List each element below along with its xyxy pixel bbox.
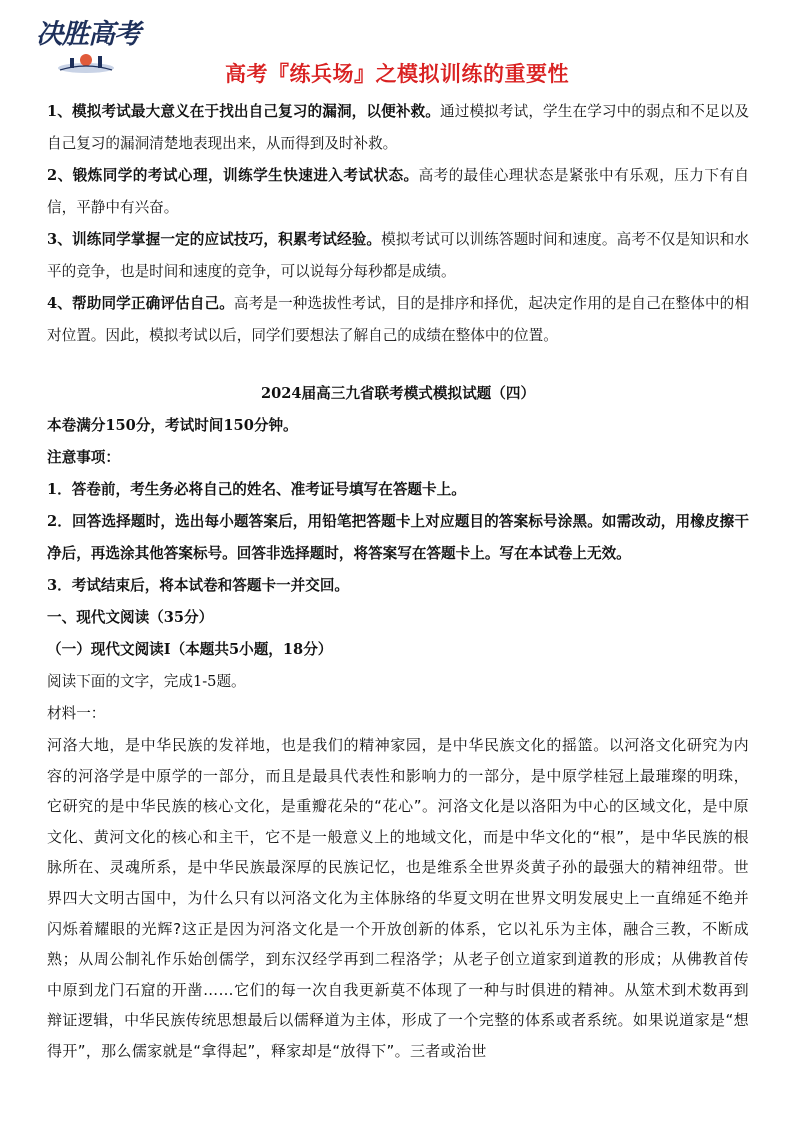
point-4-text: 高考是一种选拔性考试，目的是排序和择优，起决定作用的是自己在整体中的相对位置。因此，模拟考试以后，同学们要想法了解自己的成绩在整体中的位置。 [47, 295, 749, 344]
point-2-text: 高考的最佳心理状态是紧张中有乐观，压力下有自信，平静中有兴奋。 [47, 167, 749, 216]
section-heading: 一、现代文阅读（35分） [47, 609, 214, 626]
reading-instruction: 阅读下面的文字，完成1-5题。 [47, 673, 246, 690]
banner-title: 高考『练兵场』之模拟训练的重要性 [225, 62, 569, 86]
notice-1: 1．答卷前，考生务必将自己的姓名、准考证号填写在答题卡上。 [47, 481, 466, 498]
point-3 [47, 224, 749, 288]
point-1 [47, 96, 749, 160]
point-4-bold: 4、帮助同学正确评估自己。 [47, 295, 234, 312]
point-2-bold: 2、锻炼同学的考试心理，训练学生快速进入考试状态。 [47, 167, 419, 184]
notice-heading: 注意事项： [47, 449, 120, 466]
notice-2: 2．回答选择题时，选出每小题答案后，用铅笔把答题卡上对应题目的答案标号涂黑。如需改动，用橡皮擦干净后，再选涂其他答案标号。回答非选择题时，将答案写在答题卡上。写在本试卷上无效。 [47, 513, 749, 562]
point-1-text: 通过模拟考试，学生在学习中的弱点和不足以及自己复习的漏洞清楚地表现出来，从而得到及时补救。 [47, 103, 749, 152]
exam-title: 2024届高三九省联考模式模拟试题（四） [260, 385, 536, 402]
notice-3: 3．考试结束后，将本试卷和答题卡一并交回。 [47, 577, 350, 594]
point-1-bold: 1、模拟考试最大意义在于找出自己复习的漏洞，以便补救。 [47, 103, 440, 120]
point-2 [47, 160, 749, 224]
exam-score-line: 本卷满分150分，考试时间150分钟。 [47, 417, 298, 434]
reading-passage: 河洛大地，是中华民族的发祥地，也是我们的精神家园，是中华民族文化的摇篮。以河洛文化研究为内容的河洛学是中原学的一部分，而且是最具代表性和影响力的一部分，是中原学桂冠上最璀璨的明珠，它研究的是中华民族的核心文化，是重瓣花朵的“花心”。河洛文化是以洛阳为中心的区域文化，是中原文化、黄河文化的核心和主干，它不是一般意义上的地域文化，而是中华文化的“根”，是中华民族的根脉所在、灵魂所系，是中华民族最深厚的民族记忆，也是维系全世界炎黄子孙的最强大的精神纽带。世界四大文明古国中，为什么只有以河洛文化为主体脉络的华夏文明在世界文明发展史上一直绵延不绝并闪烁着耀眼的光辉?这正是因为河洛文化是一个开放创新的体系，它以礼乐为主体，融合三教，不断成熟；从周公制礼作乐始创儒学，到东汉经学再到二程洛学；从老子创立道家到道教的形成；从佛教首传中原到龙门石窟的开凿……它们的每一次自我更新莫不体现了一种与时俱进的精神。从筮术到术数再到辩证逻辑，中华民族传统思想最后以儒释道为主体，形成了一个完整的体系或者系统。如果说道家是“想得开”，那么儒家就是“拿得起”，释家却是“放得下”。三者或治世 [47, 736, 749, 1060]
material-label: 材料一： [47, 705, 106, 722]
point-3-bold: 3、训练同学掌握一定的应试技巧，积累考试经验。 [47, 231, 382, 248]
point-4 [47, 288, 749, 352]
importance-points [47, 96, 749, 352]
point-3-text: 模拟考试可以训练答题时间和速度。高考不仅是知识和水平的竞争，也是时间和速度的竞争，可以说每分每秒都是成绩。 [47, 231, 749, 280]
section-subheading: （一）现代文阅读Ⅰ（本题共5小题，18分） [47, 641, 333, 658]
document-body [47, 96, 749, 1067]
logo-text: 决胜高考 [36, 19, 140, 50]
